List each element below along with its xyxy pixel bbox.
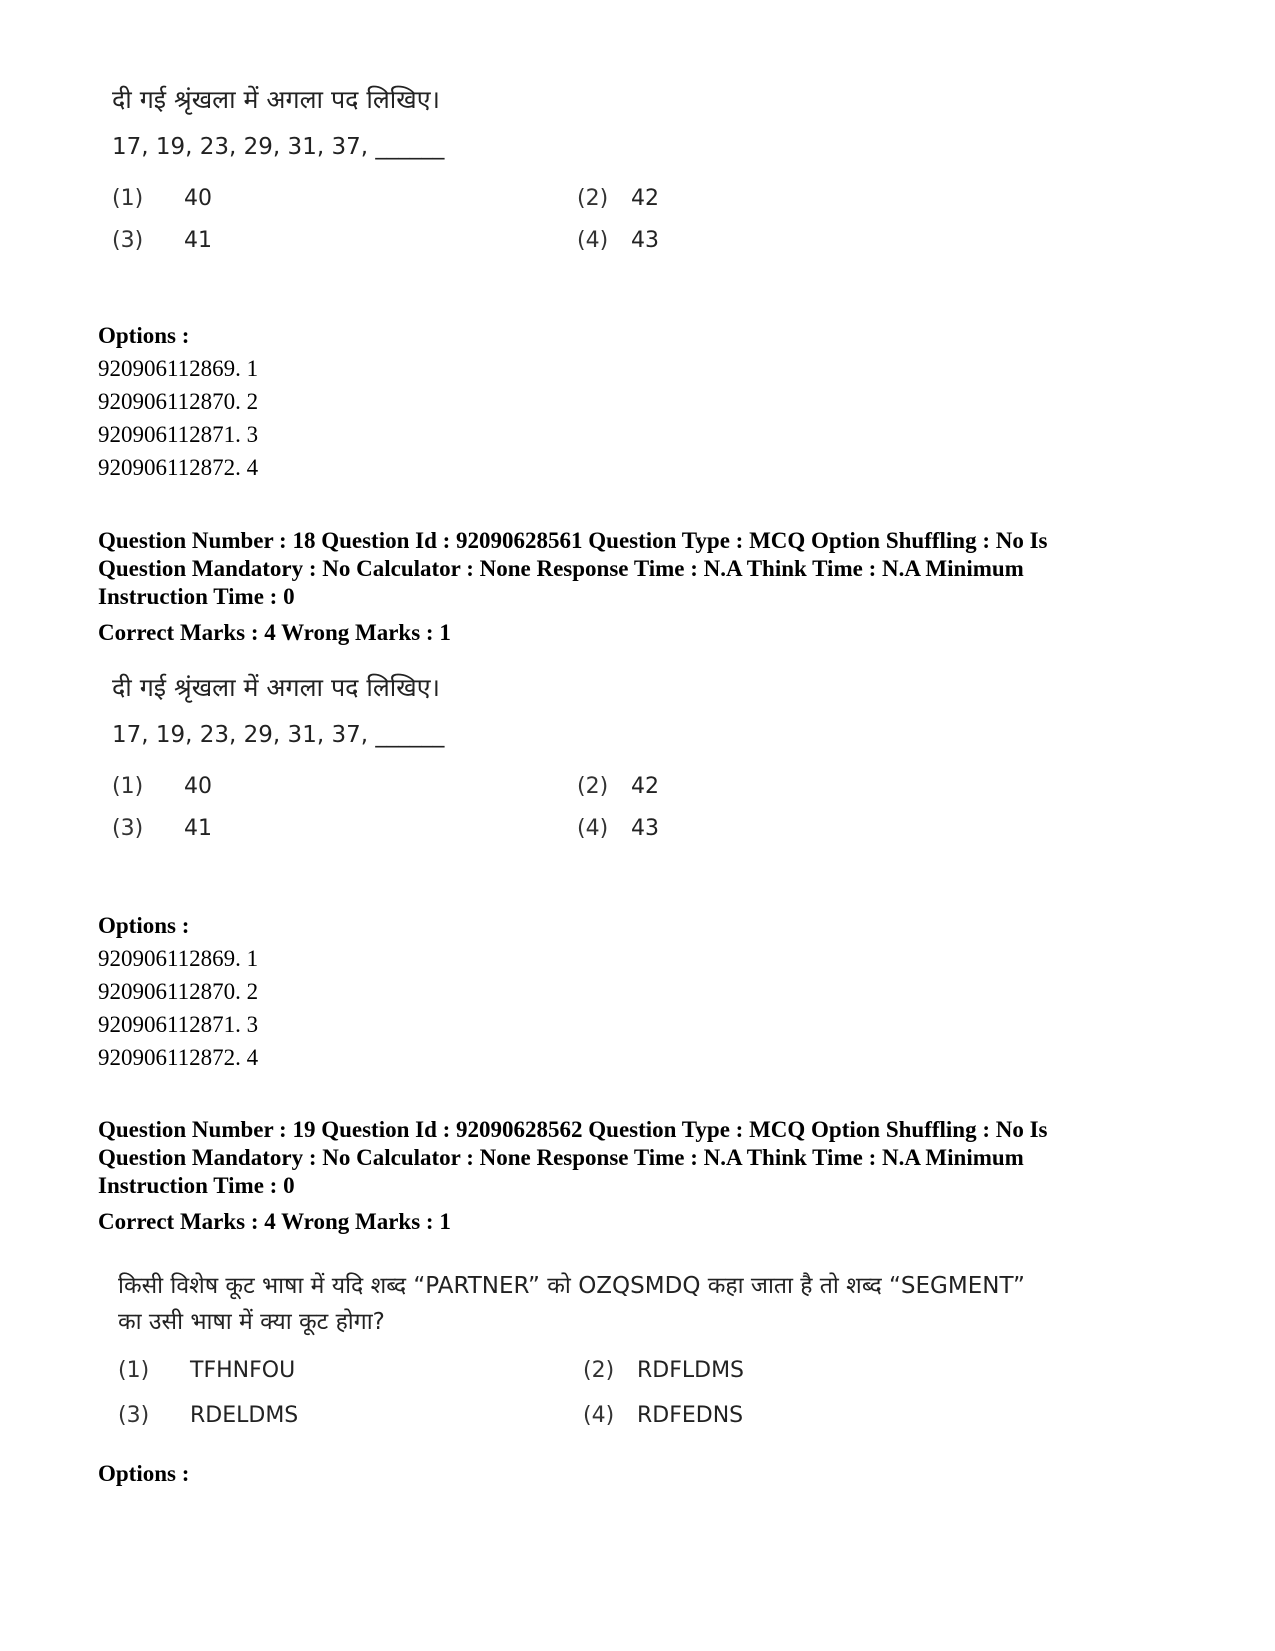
q18-choice-4 bbox=[577, 816, 659, 841]
q19-choice-4 bbox=[583, 1403, 743, 1428]
q18-options bbox=[98, 910, 1198, 1074]
options-label: Options : bbox=[98, 913, 190, 938]
q18-series: 17, 19, 23, 29, 31, 37, ______ bbox=[112, 722, 445, 748]
question-marks: Correct Marks : 4 Wrong Marks : 1 bbox=[98, 620, 451, 645]
options-label: Options : bbox=[98, 323, 190, 348]
q17-choice-3 bbox=[112, 228, 212, 253]
question-header-line: Instruction Time : 0 bbox=[98, 584, 295, 609]
q18-choice-1 bbox=[112, 774, 212, 799]
choice-number: (3) bbox=[112, 816, 144, 841]
q19-choice-1 bbox=[118, 1358, 295, 1383]
q19-choice-2 bbox=[583, 1358, 744, 1383]
question-header-line: Question Mandatory : No Calculator : None Response Time : N.A Think Time : N.A Minimum bbox=[98, 1145, 1024, 1170]
choice-number: (4) bbox=[577, 228, 609, 253]
question-header-line: Question Mandatory : No Calculator : None Response Time : N.A Think Time : N.A Minimum bbox=[98, 556, 1024, 581]
options-list bbox=[98, 352, 1198, 484]
q18-choice-3 bbox=[112, 816, 212, 841]
choice-number: (4) bbox=[583, 1403, 615, 1428]
q19-stem-line-1: किसी विशेष कूट भाषा में यदि शब्द “PARTNER” को OZQSMDQ कहा जाता है तो शब्द “SEGMENT” bbox=[118, 1273, 1025, 1299]
choice-value: 40 bbox=[184, 774, 212, 799]
option-id: 920906112870. 2 bbox=[98, 979, 259, 1004]
question-header-line: Question Number : 19 Question Id : 92090628562 Question Type : MCQ Option Shuffling : No Is bbox=[98, 1117, 1048, 1142]
choice-value: TFHNFOU bbox=[190, 1358, 296, 1383]
q17-choices bbox=[112, 186, 1172, 276]
question-header-line: Question Number : 18 Question Id : 92090628561 Question Type : MCQ Option Shuffling : No Is bbox=[98, 528, 1048, 553]
options-list bbox=[98, 942, 1198, 1074]
choice-number: (2) bbox=[583, 1358, 615, 1383]
q17-options bbox=[98, 320, 1198, 484]
choice-number: (1) bbox=[112, 774, 144, 799]
q19-choices bbox=[118, 1358, 1178, 1448]
option-id: 920906112872. 4 bbox=[98, 455, 259, 480]
q19-question-block bbox=[118, 1268, 1178, 1448]
choice-value: RDFEDNS bbox=[637, 1403, 744, 1428]
choice-number: (2) bbox=[577, 774, 609, 799]
q18-choice-2 bbox=[577, 774, 659, 799]
q18-choices bbox=[112, 774, 1172, 864]
choice-value: RDELDMS bbox=[190, 1403, 299, 1428]
option-id: 920906112872. 4 bbox=[98, 1045, 259, 1070]
choice-value: 41 bbox=[184, 816, 212, 841]
option-id: 920906112869. 1 bbox=[98, 356, 259, 381]
q18-stem: दी गई श्रृंखला में अगला पद लिखिए। bbox=[112, 673, 441, 702]
choice-value: 42 bbox=[631, 186, 659, 211]
option-id: 920906112871. 3 bbox=[98, 422, 259, 447]
q17-question-block bbox=[112, 82, 1172, 276]
choice-value: 43 bbox=[631, 816, 659, 841]
choice-value: 41 bbox=[184, 228, 212, 253]
choice-number: (3) bbox=[112, 228, 144, 253]
q17-choice-4 bbox=[577, 228, 659, 253]
question-header-line: Instruction Time : 0 bbox=[98, 1173, 295, 1198]
q19-stem-line-2: का उसी भाषा में क्या कूट होगा? bbox=[118, 1309, 385, 1335]
question-marks: Correct Marks : 4 Wrong Marks : 1 bbox=[98, 1209, 451, 1234]
choice-value: 43 bbox=[631, 228, 659, 253]
choice-number: (4) bbox=[577, 816, 609, 841]
choice-value: RDFLDMS bbox=[637, 1358, 745, 1383]
q17-choice-1 bbox=[112, 186, 212, 211]
q19-choice-3 bbox=[118, 1403, 298, 1428]
q19-options bbox=[98, 1458, 1198, 1490]
q18-header bbox=[98, 527, 1198, 649]
q17-stem: दी गई श्रृंखला में अगला पद लिखिए। bbox=[112, 85, 441, 114]
option-id: 920906112870. 2 bbox=[98, 389, 259, 414]
q17-choice-2 bbox=[577, 186, 659, 211]
q17-series: 17, 19, 23, 29, 31, 37, ______ bbox=[112, 134, 445, 160]
option-id: 920906112869. 1 bbox=[98, 946, 259, 971]
q19-header bbox=[98, 1116, 1198, 1238]
choice-number: (1) bbox=[112, 186, 144, 211]
choice-number: (1) bbox=[118, 1358, 150, 1383]
choice-number: (3) bbox=[118, 1403, 150, 1428]
choice-number: (2) bbox=[577, 186, 609, 211]
choice-value: 42 bbox=[631, 774, 659, 799]
q18-question-block bbox=[112, 670, 1172, 864]
choice-value: 40 bbox=[184, 186, 212, 211]
options-label: Options : bbox=[98, 1461, 190, 1486]
option-id: 920906112871. 3 bbox=[98, 1012, 259, 1037]
